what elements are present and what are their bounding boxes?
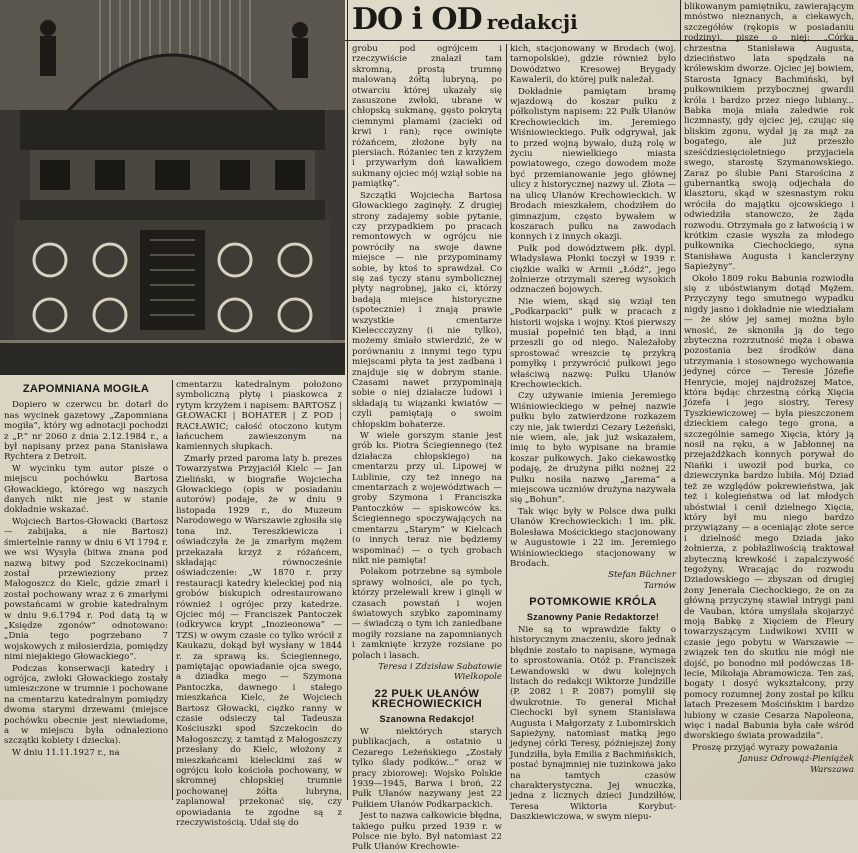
column-3 [352,44,502,853]
article-heading-zapomniana: ZAPOMNIANA MOGIŁA [22,383,150,395]
paragraph: Szczątki Wojciecha Bartosa Głowackiego zaginęły. Z drugiej strony zadajemy sobie pytanie, czy przypadkiem po pracach remontowych w ogrójcu nie powróciły na swoje dawne miejsce — nie przypominamy sobie, by ktoś to sprawdzał. Co się zaś tyczy stanu symbolicznej płyty nagrobnej, jako ci, którzy badają miejsce historyczne (spotecznie) i znają prawie wszystkie cmentarze Kieleccczyzny (i nie tylko), możemy śmiało stwierdzić, że w porównaniu z innymi tego typu miejscami płyta ta jest zadbana i znajduje się w dobrym stanie. Czasami nawet przypominają sobie o niej działacze ludowi i składają tu wiązanki kwiatów — czyli pamiętają o swoim chłopskim bohaterze. [352,190,502,430]
paragraph: Tak więc były w Polsce dwa pułki Ułanów Krechowieckich: 1 im. płk. Bolesława Mościckiego stacjonowany w Augustowie i 22 im. Jeremiego Wiśniowieckiego stacjonowany w Brodach. [510,506,676,569]
signature: Janusz Odrowąż-Pieniążek [739,754,854,765]
paragraph: Podczas konserwacji katedry i ogrójca, zwłoki Głowackiego zostały umieszczone w trumnie i pochowane na cmentarzu katedralnym pomiędzy dwoma starymi drzewami (miejsce pochówku obecnie jest niewiadome, a w miejscu była odnaleziono szczątki kobiety i dziecka). [4,663,168,747]
paragraph: Wojciech Bartos-Głowacki (Bartosz — zabijaka, a nie Bartosz) śmiertelnie ranny w dniu 6 VI 1794 r. we wsi Wysyła (bitwa znana pod nazwą bitwy pod Szczekocinami) został przewieziony przez Małogoszcz do Kielc, gdzie zmarł i został pochowany wraz z 6 zmarłymi powstańcami w grobie katedralnym w dniu 9.6.1794 r. Pod datą tą w „Księdze zgonów” odnotowano: „Dnia tego pogrzebano 7 wojskowych z miłosierdzia, pomiędzy nimi niejakiego Głowackiego”. [4,516,168,663]
column-1 [4,380,168,800]
column-rule [680,0,681,800]
monument-photo [0,0,345,375]
paragraph: Około 1809 roku Babunia rozwiodła się z ubóstwianym dotąd Mężem. Przyczyny tego smutnego wypadku nigdy jasno i dokładnie nie wiedziałam — że słów jej samej można było wnosić, że sknoniła ją do tego zbyteczna rozrzutność męża i obawa pozostania bez środków dana utrzymania i stosownego wychowania jedynej córce — Teresie Józefie Henrycie, mojej najdroższej Matce, która będąc chrzestną córką Xięcia Józefa i jego siostry, Teresy Tyszkiewiczowej — była pieszczonem dzieckiem całego tego grona, a szczególnie samego Xięcia, który ją nosił na ręku, a w Jabłonnej na przejażdżkach konnych porywał do Niańki i uwoził pod burka, co dziewczynka bardzo lubiła. Mój Dziad też ze względów pokrewieństwa, jak też i kolegieństwa od lat młodych ubóstwiał i cenił dzielnego Xięcia, który był mu niego bardzo przywiązany — a oceniając złote serce i dzielność mego Dziada jako żołnierza, z pobłażliwością traktował zbyteczną krewkość i zapalczywość tegożyny. Wracając do rozwodu Dziadowskiego — zbyszan od drugiej żony Jenerała Ciechockiego, że on za główną przyczynę stawiał intrygi pani de Vauban, która umyślała skojarzyć moją Babkę z Xięciem de Fleury towarzyszącym Ludwikowi XVIII w czasie jego pobytu w Warszawie — związek ten do skutku nie mógł nie dojść, po bonodno mił podówczas 18-lecie, Mikołaja Abramowicza. Ten zaś, bogaty i dosyć wykształcony, przy pomocy rozumnej żony został po kilku latach Prezesem Mościńskim i bardzo lubiony w czasie Cesarza Napoleona, więc i nadal Babunia była całe wśród dworskiego świata prowadziła”. [684,273,854,742]
column-rule [347,0,348,800]
signature-city: Tarnów [643,580,676,591]
masthead-part1: DO i OD [352,2,482,37]
column-4 [510,44,676,823]
paragraph: Dokładnie pamiętam bramę wjazdową do koszar pułku z półkolistym napisem: 22 Pułk Ułanów Krechowieckich im. Jeremiego Wiśniowieckiego. Pułk odgrywał, jak to przed wojną bywało, dużą rolę w życiu niewielkiego miasta powiatowego, czego dowodem może być przemianowanie jego głównej ulicy z historycznej nazwy ul. Złota — na ulicę Ułanów Krechowieckich. W Brodach mieszkałem, chodziłem do gimnazjum, często bywałem w koszarach pułku na zawodach konnych i z innych okazji. [510,86,676,243]
paragraph: cmentarzu katedralnym położono symboliczną płytę i piaskowca z rytym krzyżem i napisem: BARTOSZ | GŁOWACKI | BOHATER | Z POD | RACŁAWIC; całość otoczono kutym łańcuchem zawieszonym na kamiennych słupkach. [176,380,342,453]
salutation: Szanowny Panie Redaktorze! [526,611,660,622]
column-rule [172,380,173,800]
article-heading-potomkowie: POTOMKOWIE KRÓLA [529,596,657,609]
paragraph: W niektórych starych publikacjach, a ostatnio u Cezarego Leżeńskiego „Zostały tylko ślady podków...” oraz w pracy zbiorowej: Wojsko Polskie 1939—1945, Barwa i broń, 22 Pułk Ułanów nazywany jest 22 Pułkiem Ułanów Podkarpackich. [352,727,502,810]
salutation: Szanowna Redakcjo! [379,713,475,724]
signature: Stefan Büchner [608,570,676,581]
signature-city: Wielkopole [453,672,502,683]
signature-city: Warszawa [810,764,854,775]
article-heading-22-pulk-2: KRECHOWIECKICH [371,698,483,711]
paragraph: Polakom potrzebne są symbole sprawy wolności, ale po tych, którzy przelewali krew i ginęli w czasach powstań i wojen światowych szybko zapominamy — świadczą o tym ich zaniedbane mogiły rozsiane na zapomnianych i zamknięte krzyże rozsiane po polach i lasach. [352,567,502,661]
paragraph: Czy używanie imienia Jeremiego Wiśniowieckiego w pełnej nazwie pułku było zatwierdzone rozkazem czy nie, jak twierdzi Cezary Leżeński, nie wiem, ale, jak już wskazałem, imię to było wypisane na bramie koszar pułkowych. Jako ciekawostkę podaję, że drużyna piłki nożnej 22 Pułku nosiła nazwę „Jarema” a miejscowa uczniów drużyna nazywała się „Bohun”. [510,391,676,506]
paragraph: Nie wiem, skąd się wziął ten „Podkarpacki” pułk w pracach z historii wojska i wojny. Ktoś pierwszy musiał popełnić ten błąd, a inni przeszli go od niego. Należałoby sprostować wreszcie tę przykrą pomyłkę i przywrócić pułkowi jego właściwą nazwę: Pułku Ułanów Krechowieckich. [510,296,676,390]
paragraph: blikowanym pamiętniku, zawierającym mnóstwo nieznanych, a ciekawych, szczegółów (rękopis w posiadaniu rodziny), pisze o niej: „Córka chrzestna Stanisława Augusta, dzieciństwo lata spędzała na królewskim dworze. Ojciec jej bowiem, Starosta Ignacy Bachmiński, był pułkownikiem przybocznej gwardii króla i bardzo przez niego lubiany... Babka moja miała zaledwie rok liczmnasty, gdy ojciec jej, czując się bliskim zgonu, wydał ją za mąż za bogatego, ale już przeszło sześćdziesięcioletniego przyjaciela swego, starostę Szymanowskiego. Zaraz po ślubie Pani Starościna z gubernantką swoją odjechała do klasztoru, skąd w szesnastym roku wróciła do majątku ojcowskiego i odwiedziła stanowczo, że żąda rozwodu. Otrzymała go z łatwością i w krótkim czasie wyszła za młodego pułkownika Ciechockiego, syna Stanisława Augusta i kanclerzyny Sapieżyny”. [684,2,854,273]
paragraph: grobu pod ogrójcem i rzeczywiście znalazł tam skromną, prostą trumnę malowaną żółtą lubryną, po otwarciu której ukazały się zasuszone zwłoki, ubrane w chłopską sukmanę, gęsto pokrytą ciemnymi plamami (zacieki od krwi i ran); ręce owinięte różańcem, złożone były na piersiach. Różaniec ten z krzyżem i przywarłym doń kawałkiem sukmany ojciec mój wziął sobie na pamiątkę”. [352,44,502,190]
paragraph: Zmarły przed paroma laty b. prezes Towarzystwa Przyjaciół Kielc — Jan Zieliński, w biografie Wojciecha Głowackiego (opis w posiadaniu autorów) podaje, że w dniu 9 listopada 1929 r., do Muzeum Narodowego w Warszawie zgłosiła się tona inż. Tereszkiewicza i oświadczyła że ja zmarłym mężem przekazała krzyż z różańcem, składając równocześnie oświadczenie: „W 1870 r. przy restauracji katedry kieleckiej pod nią grobów biskupich odrestaurowano również i ogrójec przy katedrze. Ojciec mój — Franciszek Pantoczek (odkrywca krypt „Inozieonowa” — TZS) w owym czasie co tylko wrócił z Kaukazu, dokąd był wysłany w 1844 r. za sprawą ks. Ściegiennego, pamiętając opowiadanie ojca swego, a dziadka mego — Szymona Pantoczka, dawnego i stałego mieszkańca Kielc, że Wojciech Bartosz Głowacki, ciężko ranny w czasie odsieczy tal Tadeusza Kościuszki spod Szczekocin do Małogoszczy, z tamtąd z Małogoszczy przesłany do Kielc, włożony z mieszkańcami kieleckimi zaś w ogrójcu koło kościoła pochowany, w skromnej chłopskiej trumnie pochowanej żółta lubryna, zaplanował przekonać się, czy opowiadania te zgodne są z rzeczywistością. Udał się do [176,453,342,829]
paragraph: Jest to nazwa całkowicie błędna, takiego pułku przed 1939 r. w Polsce nie było. Był natomiast 22 Pułk Ułanów Krechowie- [352,811,502,853]
section-masthead [352,2,672,38]
masthead-part2: redakcji [486,10,578,34]
paragraph: Nie są to wprawdzie fakty o historycznym znaczeniu, skoro jednak błędnie zostało to napisane, wymaga to sprostowania. Otóż p. Franciszek Lewandowski w dwu kolejnych listach do redakcji Wiktorze Jundzille (P. 2082 i P. 2087) pomylił się dwukrotnie. To generał Michał Ciechocki był synem Stanisława Augusta i Małgorzaty z Lubomirskich Sapieżyny, natomiast matką jego jedynej córki Teresy, późniejszej żony Jundziłła, była Emilia z Bachmińskich, postać bynajmniej nie tuzinkowa jako na tamtych czasów charakterystyczna. Jej wnuczka, jedna z licznych dzieci Jundziłłów, Teresa Wiktoria Korybut-Daszkiewiczowa, w swym niepu- [510,624,676,823]
paragraph: Pułk pod dowództwem płk. dypl. Władysława Płonki toczył w 1939 r. ciężkie walki w Armii „Łódź”, jego żołnierze otrzymali szereg wysokich odznaczeń bojowych. [510,243,676,296]
paragraph: Dopiero w czerwcu br. dotarł do nas wycinek gazetowy „Zapomniana mogiła”, który wg adnotacji pochodzi z „P.” nr 2060 z dnia 2.12.1984 r., a był napisany przez pana Stanisława Rychtera z Detroit. [4,400,168,463]
signature: Teresa i Zdzisław Sabatowie [378,661,502,672]
paragraph: kich, stacjonowany w Brodach (woj. tarnopolskie), gdzie również było Dowództwo Kresowej Brygady Kawalerii, do której pułk należał. [510,44,676,86]
article-heading-22-pulk: 22 PUŁK UŁANÓW [374,687,480,700]
paragraph: Proszę przyjąć wyrazy poważania [692,742,838,753]
paragraph: W wiele gorszym stanie jest grób ks. Piotra Ściegiennego (też działacza chłopskiego) na cmentarzu przy ul. Lipowej w Lublinie, czy też innego na cmentarzach z województwach — groby Szymona i Franciszka Pantoczków — spiskowców ks. Ściegiennego spoczywających na cmentarzu „Starym” w Kielcach (o innych teraz nie będziemy wspominać) — o tych grobach nikt nie pamięta! [352,431,502,566]
paragraph: W wycinku tym autor pisze o miejscu pochówku Bartosa Głowackiego, którego wg naszych danych nikt nie jest w stanie dokładnie wskazać. [4,463,168,516]
paragraph: W dniu 11.11.1927 r., na [12,747,120,758]
column-5 [684,2,854,800]
column-rule [506,44,507,800]
column-2 [176,380,342,829]
